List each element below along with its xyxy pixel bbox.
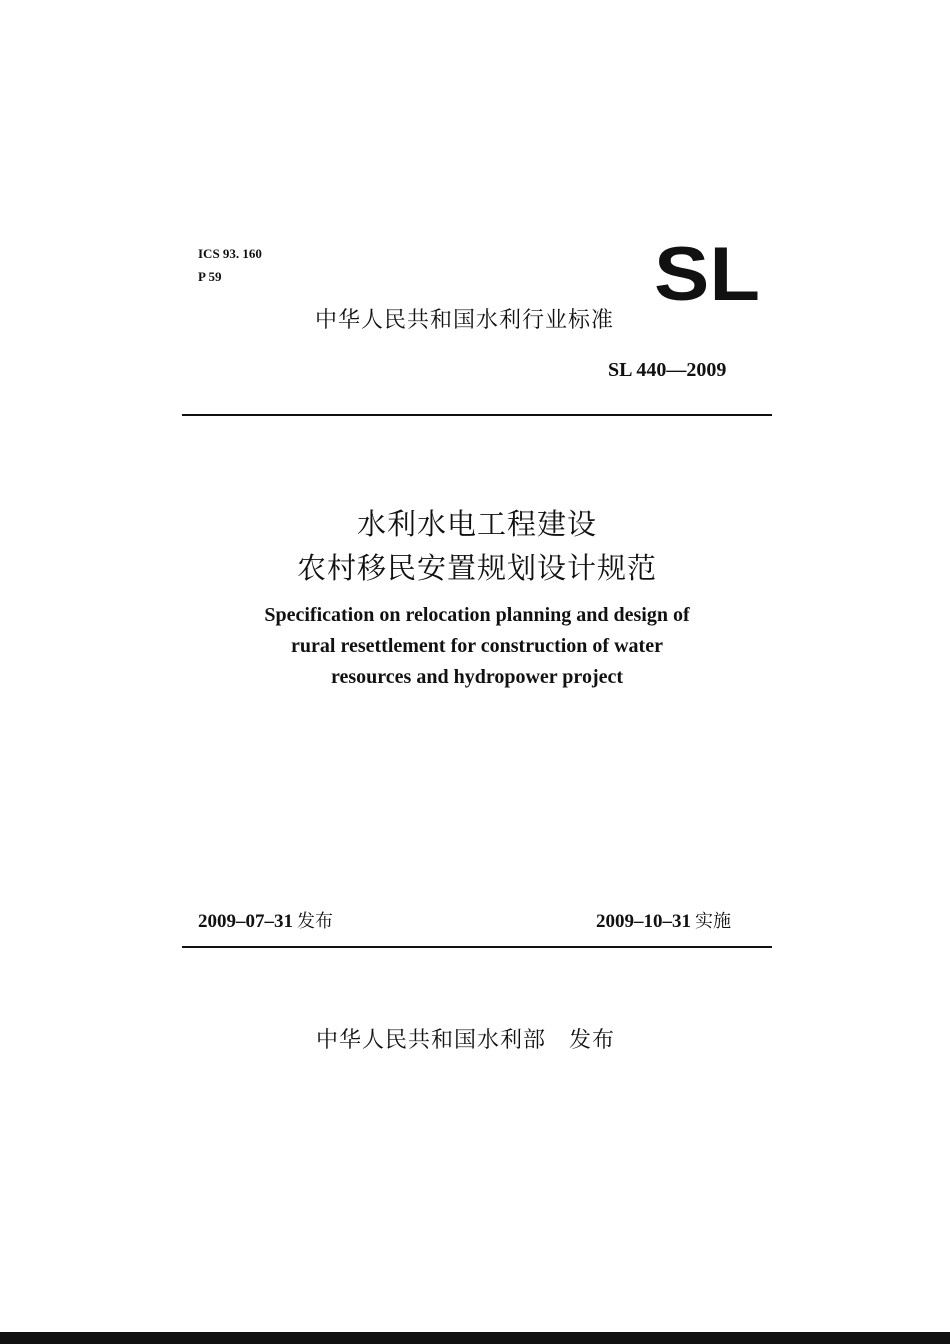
title-en-line-1: Specification on relocation planning and design of: [264, 604, 690, 626]
title-en-line-3: resources and hydropower project: [330, 666, 624, 688]
scan-bottom-edge: [0, 1332, 950, 1344]
implement-date: 2009–10–31: [596, 911, 691, 932]
ics-code: ICS 93. 160: [198, 246, 262, 261]
title-english: [182, 600, 772, 693]
issue-date: 2009–07–31: [198, 911, 293, 932]
title-cn-line-2: 农村移民安置规划设计规范: [296, 551, 657, 585]
title-cn-line-1: 水利水电工程建设: [356, 507, 597, 541]
implement-date-row: [596, 909, 731, 935]
publisher: 中华人民共和国水利部 发布: [316, 1028, 616, 1053]
bottom-divider: [182, 946, 772, 948]
title-chinese: [182, 502, 772, 590]
standard-category: 中华人民共和国水利行业标准: [315, 308, 615, 333]
top-divider: [182, 414, 772, 416]
issue-label: 发布: [297, 911, 333, 932]
ccs-code: P 59: [198, 269, 222, 284]
standard-number: SL 440—2009: [608, 359, 727, 381]
title-en-line-2: rural resettlement for construction of water: [291, 635, 663, 657]
issue-date-row: [198, 909, 333, 935]
sl-logo-text: SL: [654, 240, 760, 306]
implement-label: 实施: [695, 911, 731, 932]
sl-logo: [654, 240, 760, 306]
